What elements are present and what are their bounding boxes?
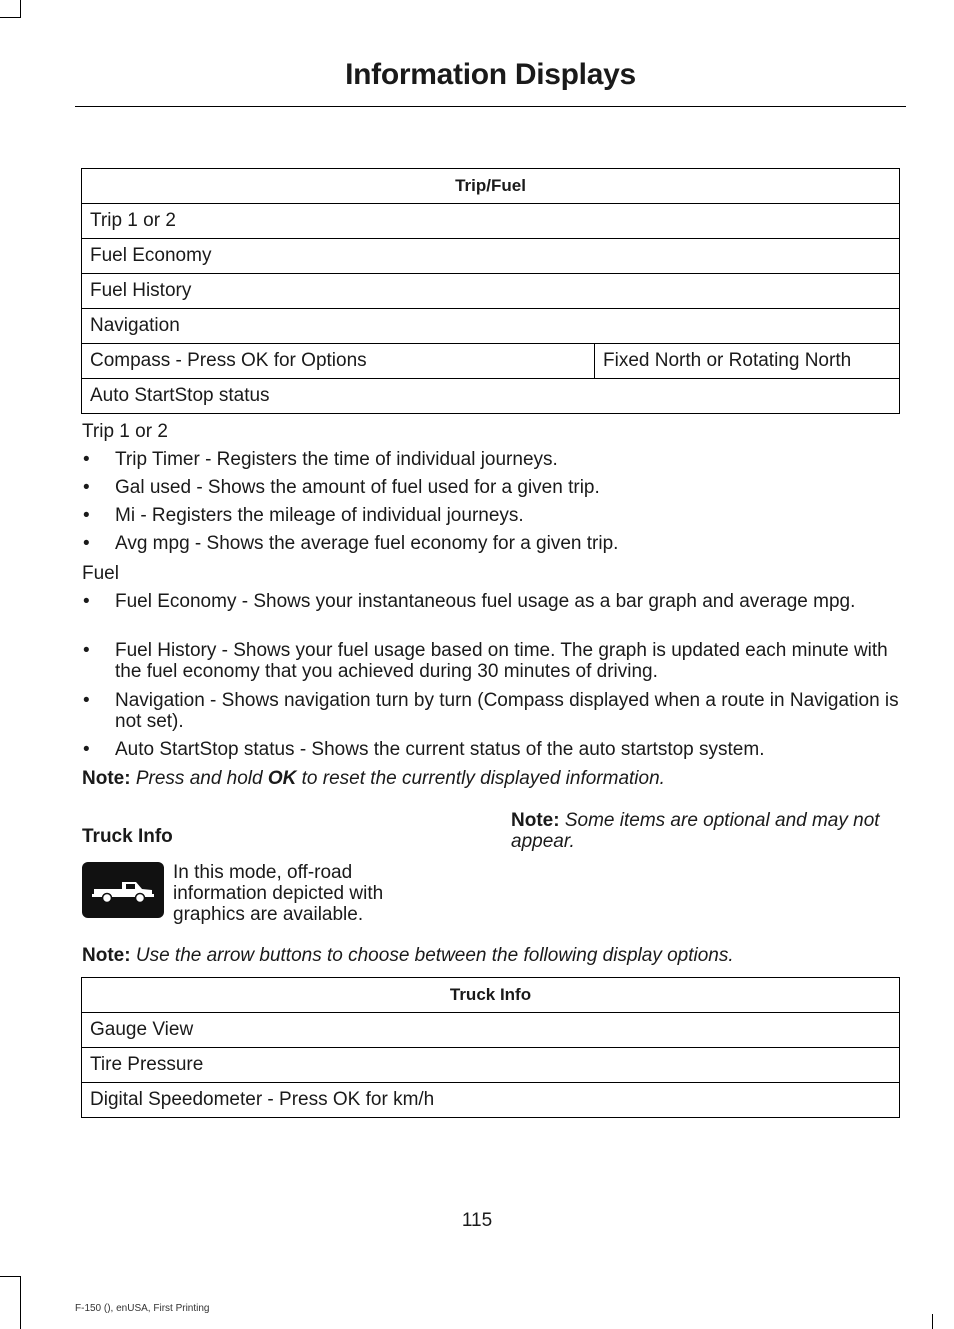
page-title: Information Displays: [345, 58, 636, 91]
table-row: Tire Pressure: [82, 1048, 900, 1083]
list-item: Auto StartStop status - Shows the current status of the auto startstop system.: [115, 739, 765, 760]
crop-mark: [932, 1314, 933, 1329]
bullet: •: [83, 505, 90, 526]
crop-mark: [20, 0, 21, 18]
table-row: Auto StartStop status: [82, 379, 900, 414]
section-heading: Truck Info: [82, 826, 173, 847]
bullet: •: [83, 533, 90, 554]
table-row: Digital Speedometer - Press OK for km/h: [82, 1083, 900, 1118]
section-heading: Trip 1 or 2: [82, 421, 168, 442]
note-text: Some items are optional and may not appear.: [511, 810, 880, 852]
footer-text: F-150 (), enUSA, First Printing: [75, 1303, 210, 1314]
header-rule: [75, 106, 906, 107]
table-row: Gauge View: [82, 1013, 900, 1048]
list-item: Fuel History - Shows your fuel usage based on time. The graph is updated each minute with the fuel economy that you achieved during 30 minutes of driving.: [115, 640, 888, 682]
table-row: Fuel History: [82, 274, 900, 309]
crop-mark: [20, 1276, 21, 1329]
note-label: Note:: [511, 810, 560, 831]
crop-mark: [0, 17, 20, 18]
table-header: Truck Info: [82, 978, 900, 1013]
table-header: Trip/Fuel: [82, 169, 900, 204]
bullet: •: [83, 739, 90, 760]
table-row: Fuel Economy: [82, 239, 900, 274]
bullet: •: [83, 449, 90, 470]
list-item: Mi - Registers the mileage of individual journeys.: [115, 505, 524, 526]
table-cell: Compass - Press OK for Options: [82, 344, 595, 379]
page-number: 115: [461, 1210, 493, 1231]
truck-info-description: In this mode, off-road information depicted with graphics are available.: [173, 862, 384, 925]
note-text: to reset the currently displayed information.: [296, 768, 665, 789]
note: [82, 945, 902, 966]
note: [511, 810, 901, 852]
bullet: •: [83, 591, 90, 612]
table-row: Trip 1 or 2: [82, 204, 900, 239]
list-item: Gal used - Shows the amount of fuel used for a given trip.: [115, 477, 600, 498]
note-text: Use the arrow buttons to choose between the following display options.: [135, 945, 734, 966]
bullet: •: [83, 477, 90, 498]
crop-mark: [0, 1276, 20, 1277]
trip-fuel-table: [81, 168, 900, 414]
note-label: Note:: [82, 945, 131, 966]
list-item: Fuel Economy - Shows your instantaneous fuel usage as a bar graph and average mpg.: [115, 591, 856, 612]
note-emphasis: OK: [267, 768, 297, 789]
list-item: Navigation - Shows navigation turn by turn (Compass displayed when a route in Navigation is not set).: [115, 690, 899, 732]
note-text: Press and hold: [135, 768, 268, 789]
pickup-truck-icon: [82, 862, 164, 918]
truck-info-table: [81, 977, 900, 1118]
list-item: Avg mpg - Shows the average fuel economy for a given trip.: [115, 533, 619, 554]
bullet: •: [83, 690, 90, 711]
pickup-truck-icon: [82, 862, 164, 918]
table-row: Navigation: [82, 309, 900, 344]
table-cell: Fixed North or Rotating North: [595, 344, 900, 379]
bullet: •: [83, 640, 90, 661]
note: [82, 768, 902, 789]
note-label: Note:: [82, 768, 131, 789]
section-heading: Fuel: [82, 563, 119, 584]
list-item: Trip Timer - Registers the time of individual journeys.: [115, 449, 558, 470]
